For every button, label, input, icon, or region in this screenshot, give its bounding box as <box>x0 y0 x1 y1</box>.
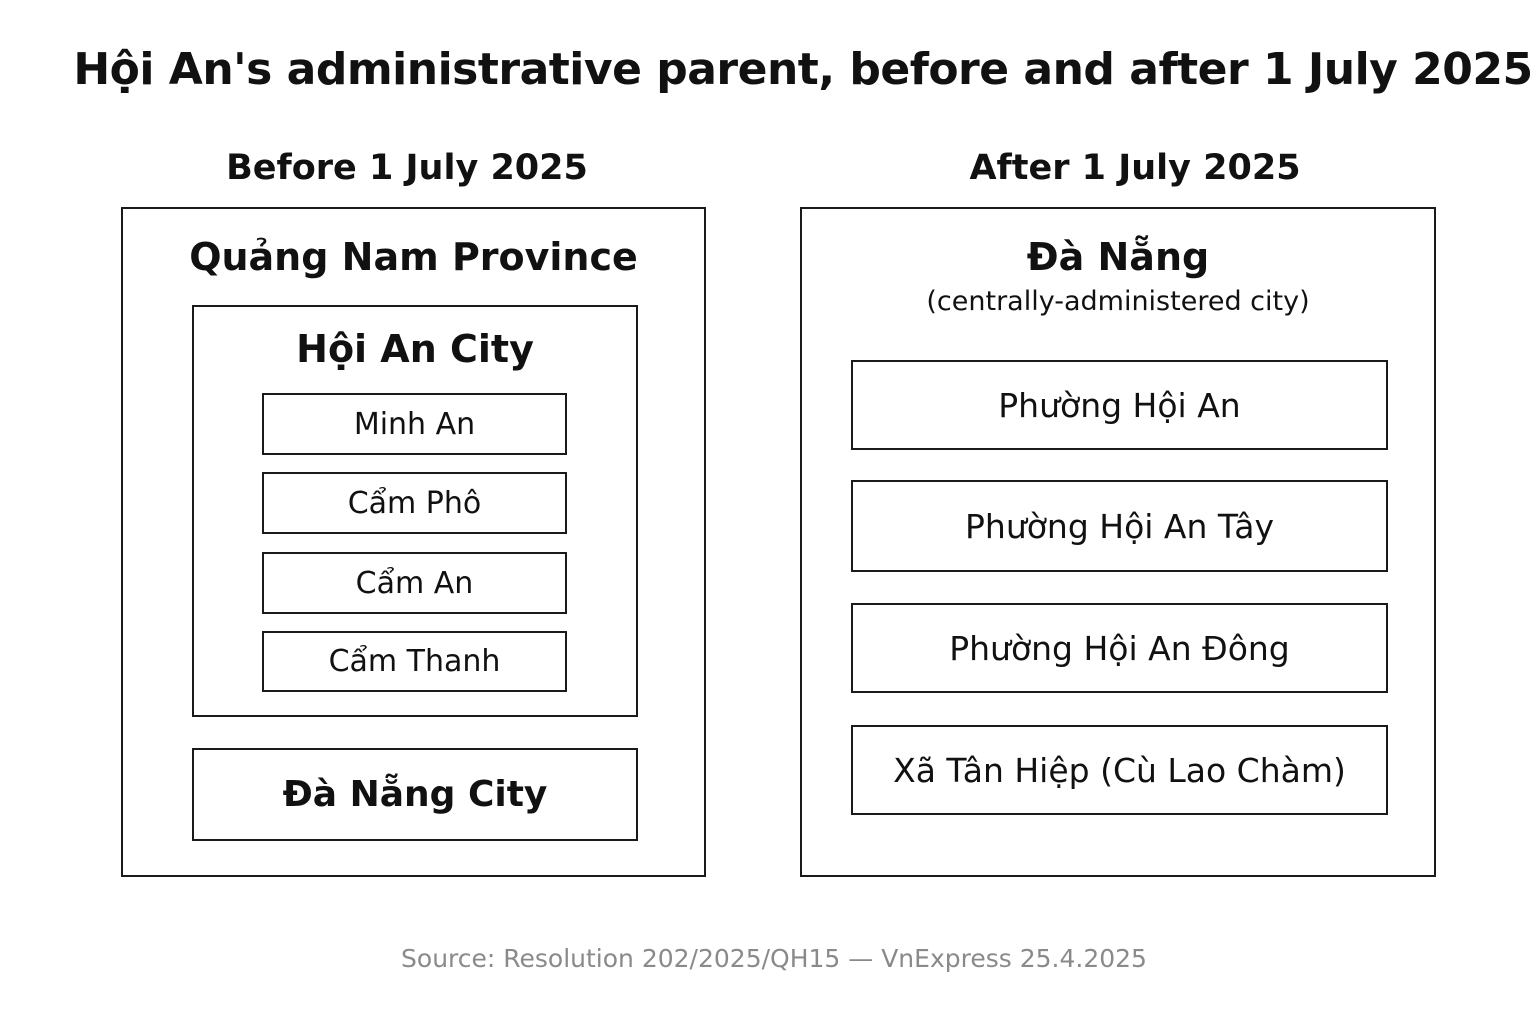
unit-box <box>851 360 1388 450</box>
ward-label: Cẩm Phô <box>347 485 482 521</box>
unit-box <box>851 603 1388 693</box>
province-label: Quảng Nam Province <box>189 235 638 279</box>
unit-label: Phường Hội An Tây <box>965 506 1274 546</box>
ward-box <box>262 472 567 534</box>
city-label: Hội An City <box>296 327 534 371</box>
hoi-an-city-box <box>192 305 638 717</box>
ward-label: Cẩm Thanh <box>328 644 501 679</box>
neighbor-label: Đà Nẵng City <box>282 774 548 815</box>
ward-box <box>262 631 567 692</box>
quang-nam-province-box <box>121 207 706 877</box>
unit-label: Xã Tân Hiệp (Cù Lao Chàm) <box>893 750 1346 790</box>
before-heading: Before 1 July 2025 <box>226 148 588 188</box>
unit-label: Phường Hội An Đông <box>949 628 1290 668</box>
ward-label: Minh An <box>353 406 476 442</box>
unit-label: Phường Hội An <box>998 385 1241 425</box>
unit-box <box>851 725 1388 815</box>
ward-label: Cẩm An <box>355 565 474 601</box>
da-nang-city-box <box>192 748 638 841</box>
parent-label: Đà Nẵng <box>1026 235 1210 279</box>
ward-box <box>262 552 567 614</box>
parent-note: (centrally-administered city) <box>926 286 1310 317</box>
ward-box <box>262 393 567 455</box>
after-heading: After 1 July 2025 <box>969 148 1301 188</box>
unit-box <box>851 480 1388 572</box>
da-nang-parent-box <box>800 207 1436 877</box>
diagram-title: Hội An's administrative parent, before and after 1 July 2025 <box>73 44 1533 95</box>
source-note: Source: Resolution 202/2025/QH15 — VnExpress 25.4.2025 <box>401 944 1147 973</box>
